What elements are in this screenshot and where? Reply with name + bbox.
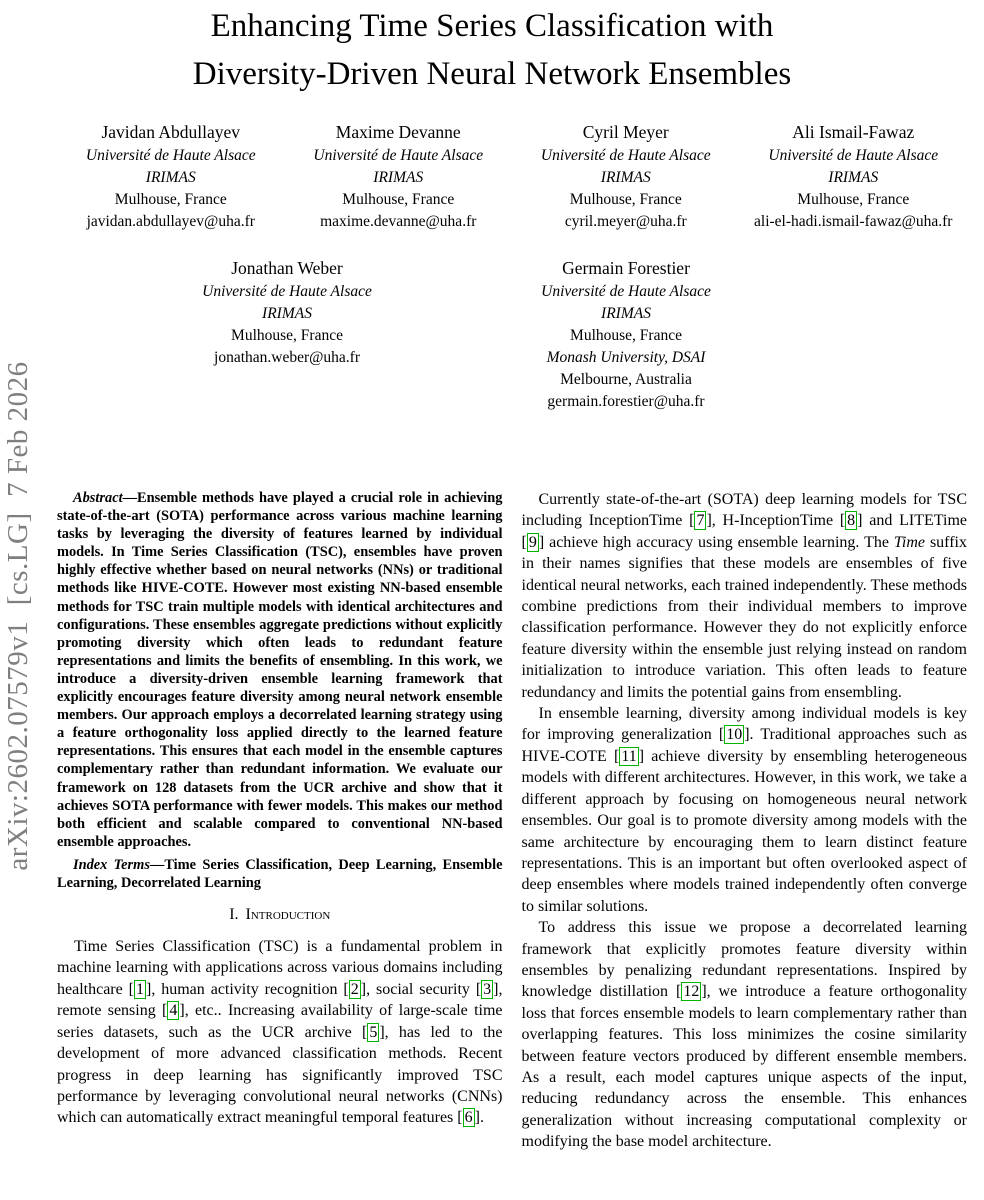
author-block [137,256,437,413]
citation-link[interactable]: 11 [621,747,637,765]
index-terms-text: —Time Series Classification, Deep Learning, Ensemble Learning, Decorrelated Learning [57,856,503,891]
author-affiliation: Université de Haute Alsace [541,283,711,300]
index-terms-label: Index Terms [73,856,150,873]
citation-link[interactable]: 7 [696,512,705,530]
author-affiliation: Mulhouse, France [231,327,343,344]
author-affiliation: Université de Haute Alsace [202,283,372,300]
paper-title-line-2: Diversity-Driven Neural Network Ensembles [192,56,792,92]
authors-row-1 [57,120,967,233]
author-affiliation: IRIMAS [600,169,651,186]
author-affiliation: Université de Haute Alsace [768,147,939,164]
citation-link[interactable]: 12 [683,983,700,1001]
author-affiliation: Université de Haute Alsace [540,147,711,164]
section-title: Introduction [245,906,331,924]
author-email: ali-el-hadi.ismail-fawaz@uha.fr [754,213,953,230]
author-affiliation: Mulhouse, France [570,327,682,344]
right-column [522,489,968,1153]
citation-link[interactable]: 9 [528,533,537,551]
author-affiliation: Mulhouse, France [569,191,682,208]
author-email: maxime.devanne@uha.fr [320,213,477,230]
index-terms-paragraph [57,856,503,892]
author-block [285,120,513,233]
author-block [512,120,740,233]
citation-link[interactable]: 8 [847,512,856,530]
author-affiliation: IRIMAS [145,169,196,186]
arxiv-watermark: arXiv:2602.07579v1 [cs.LG] 7 Feb 2026 [2,361,34,871]
citation-link[interactable]: 10 [726,726,743,744]
author-name: Cyril Meyer [582,122,669,142]
citation-link[interactable]: 4 [169,1002,178,1020]
right-paragraph-2: In ensemble learning, diversity among individual models is key for improving generalization [ 10 ]. Traditional approaches such as HIVE-COTE [ 11 ] achieve diversity by ensembling heterogeneous models with different architectures. However, in this work, we take a different approach by focusing on homogeneous neural network ensembles. Our goal is to promote diversity among models with the same architecture by encouraging them to learn distinct feature representations. This is an important but often overlooked aspect of deep ensembles where models trained independently often converge to similar solutions. [521,705,968,915]
section-number: I. [229,906,239,924]
author-affiliation: Melbourne, Australia [560,371,692,388]
author-block [740,120,968,233]
author-affiliation: IRIMAS [262,305,312,322]
author-affiliation: Université de Haute Alsace [85,147,256,164]
abstract-paragraph [57,489,503,851]
citation-link[interactable]: 5 [369,1023,378,1041]
citation-link[interactable]: 3 [483,980,492,998]
citation-link[interactable]: 1 [135,980,144,998]
author-name: Jonathan Weber [231,258,343,278]
abstract-label: Abstract [73,490,123,506]
left-column [57,489,503,1153]
citation-link[interactable]: 6 [464,1109,473,1127]
author-affiliation: Mulhouse, France [342,191,455,208]
intro-paragraph-1: Time Series Classification (TSC) is a fundamental problem in machine learning with applications across various domains including healthcare [ 1 ], human activity recognition [ 2 ], social security [ 3 ], remote sensing [ 4 ], etc.. Increasing availability of large-scale time series datasets, such as the UCR archive [ 5 ], has led to the development of more advanced classification methods. Recent progress in deep learning has significantly improved TSC performance by leveraging convolutional neural networks (CNNs) which can automatically extract meaningful temporal features [ 6 ]. [57,938,503,1127]
author-name: Javidan Abdullayev [101,122,240,142]
paper-title [0,0,984,98]
author-affiliation: IRIMAS [828,169,879,186]
author-email: cyril.meyer@uha.fr [564,213,687,230]
author-email: jonathan.weber@uha.fr [214,349,360,366]
abstract-text: —Ensemble methods have played a crucial role in achieving state-of-the-art (SOTA) performance across various machine learning tasks by leveraging the diversity of features learned by individual models. In Time Series Classification (TSC), ensembles have proven highly effective whether based on neural networks (NNs) or traditional methods like HIVE-COTE. However most existing NN-based ensemble methods for TSC train multiple models with identical architectures and configurations. These ensembles aggregate predictions without explicitly promoting diversity which often leads to redundant feature representations and limits the benefits of ensembling. In this work, we introduce a diversity-driven ensemble learning framework that explicitly encourages feature diversity among neural network ensemble members. Our approach employs a decorrelated learning strategy using a feature orthogonality loss applied directly to the learned feature representations. This ensures that each model in the ensemble captures complementary rather than redundant information. We evaluate our framework on 128 datasets from the UCR archive and show that it achieves SOTA performance with fewer models. This makes our method both efficient and scalable compared to conventional NN-based ensemble approaches. [57,490,503,850]
author-affiliation: IRIMAS [373,169,424,186]
right-paragraph-3: To address this issue we propose a decorrelated learning framework that explicitly promotes feature diversity within ensembles by penalizing redundant representations. Inspired by knowledge distillation [ 12 ], we introduce a feature orthogonality loss that forces ensemble models to learn complementary rather than overlapping features. This loss minimizes the cosine similarity between feature vectors produced by different ensemble members. As a result, each model captures unique aspects of the input, reducing redundancy across the ensemble. This enhances generalization without increasing computational complexity or modifying the base model architecture. [521,919,968,1151]
section-heading-introduction [57,904,503,926]
paper-title-line-1: Enhancing Time Series Classification with [210,8,774,44]
author-block [476,256,776,413]
author-affiliation: Mulhouse, France [797,191,910,208]
authors-row-2 [0,256,984,413]
right-paragraph-1: Currently state-of-the-art (SOTA) deep learning models for TSC including InceptionTime [ 7 ], H-InceptionTime [ 8 ] and LITETime [ 9 ] achieve high accuracy using ensemble learning. The Time suffix in their names signifies that these models are ensembles of five identical neural networks, each trained independently. These methods combine predictions from their individual members to improve classification performance. However they do not explicitly enforce feature diversity within the ensemble just relying instead on random initialization to introduce variation. This often leads to feature redundancy and limits the potential gains from ensembling. [521,491,968,701]
author-affiliation: Mulhouse, France [114,191,227,208]
author-block [57,120,285,233]
citation-link[interactable]: 2 [350,980,359,998]
author-affiliation: IRIMAS [601,305,651,322]
author-email: germain.forestier@uha.fr [547,393,705,410]
author-affiliation: Monash University, DSAI [546,349,706,366]
author-name: Maxime Devanne [335,122,461,142]
emphasized-text: Time [893,533,926,551]
author-name: Ali Ismail-Fawaz [792,122,915,142]
author-affiliation: Université de Haute Alsace [313,147,484,164]
two-column-body [0,489,984,1153]
author-name: Germain Forestier [562,258,690,278]
author-email: javidan.abdullayev@uha.fr [86,213,255,230]
